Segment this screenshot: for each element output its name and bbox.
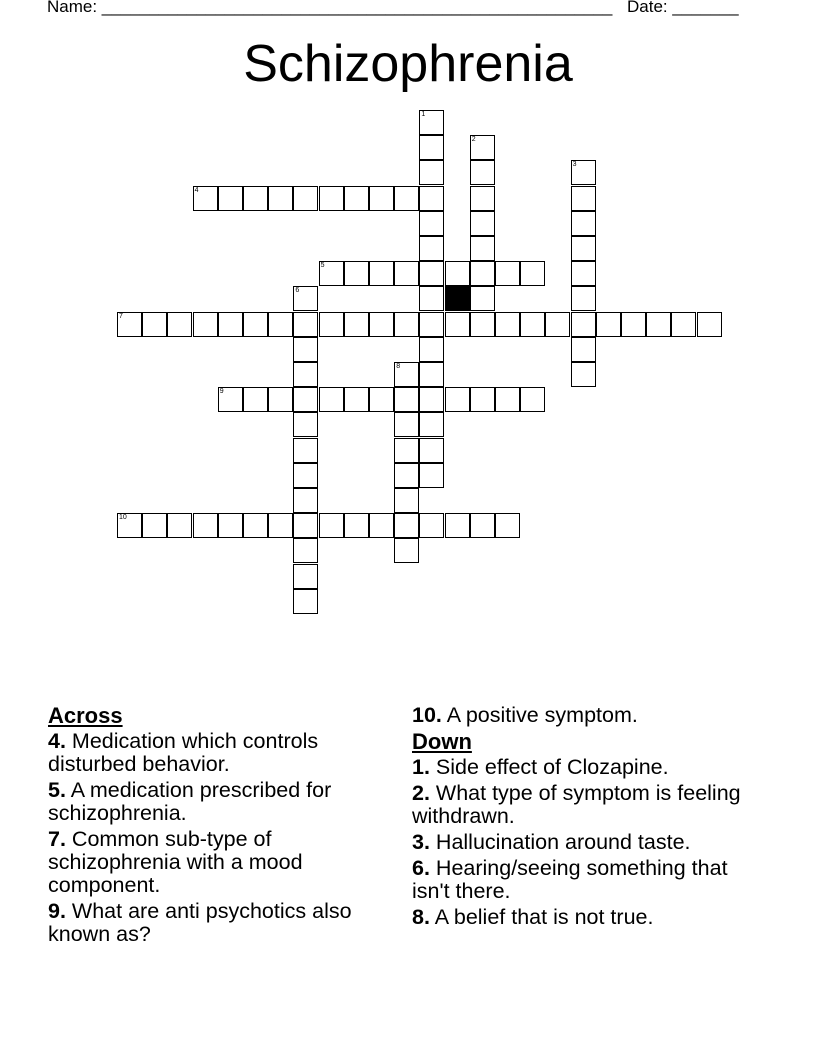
grid-cell[interactable] — [369, 312, 394, 337]
grid-cell[interactable] — [319, 261, 344, 286]
grid-cell[interactable] — [319, 312, 344, 337]
clue-across-9 — [48, 900, 383, 946]
grid-cell[interactable] — [520, 312, 545, 337]
grid-cell[interactable] — [218, 186, 243, 211]
cell-number: 7 — [119, 312, 123, 320]
clue-text: A positive symptom. — [446, 703, 638, 727]
grid-cell[interactable] — [571, 261, 596, 286]
grid-cell[interactable] — [293, 387, 318, 412]
clues-column-left — [48, 704, 383, 946]
grid-cell[interactable] — [470, 160, 495, 185]
black-cell — [445, 286, 470, 311]
clue-text: What type of symptom is feeling withdrawn. — [412, 781, 741, 828]
grid-cell[interactable] — [445, 387, 470, 412]
grid-cell[interactable] — [495, 513, 520, 538]
grid-cell[interactable] — [344, 312, 369, 337]
grid-cell[interactable] — [293, 589, 318, 614]
cell-number: 2 — [471, 136, 476, 144]
grid-cell[interactable] — [167, 312, 192, 337]
grid-cell[interactable] — [293, 286, 318, 311]
grid-cell[interactable] — [394, 488, 419, 513]
grid-cell[interactable] — [369, 261, 394, 286]
grid-cell[interactable] — [571, 211, 596, 236]
grid-cell[interactable] — [470, 135, 495, 160]
grid-cell[interactable] — [293, 412, 318, 437]
grid-cell[interactable] — [419, 463, 444, 488]
grid-cell[interactable] — [293, 538, 318, 563]
grid-cell[interactable] — [293, 513, 318, 538]
cell-number: 5 — [320, 262, 325, 270]
cell-number: 3 — [572, 161, 577, 169]
clue-number: 10. — [412, 703, 442, 727]
grid-cell[interactable] — [344, 186, 369, 211]
grid-cell[interactable] — [571, 236, 596, 261]
grid-cell[interactable] — [419, 160, 444, 185]
clue-across-5 — [48, 779, 383, 825]
grid-cell[interactable] — [419, 438, 444, 463]
grid-cell[interactable] — [445, 513, 470, 538]
grid-cell[interactable] — [419, 312, 444, 337]
grid-cell[interactable] — [419, 236, 444, 261]
across-heading: Across — [48, 703, 123, 728]
grid-cell[interactable] — [470, 286, 495, 311]
grid-cell[interactable] — [218, 312, 243, 337]
grid-cell[interactable] — [419, 110, 444, 135]
clue-down-3 — [412, 831, 752, 854]
grid-cell[interactable] — [394, 463, 419, 488]
grid-cell[interactable] — [470, 261, 495, 286]
grid-cell[interactable] — [419, 337, 444, 362]
clue-number: 4. — [48, 729, 66, 753]
grid-cell[interactable] — [394, 186, 419, 211]
grid-cell[interactable] — [470, 211, 495, 236]
grid-cell[interactable] — [419, 135, 444, 160]
grid-cell[interactable] — [293, 488, 318, 513]
cell-number: 8 — [396, 363, 401, 370]
clue-text: Hallucination around taste. — [435, 830, 691, 854]
clue-text: What are anti psychotics also known as? — [48, 899, 352, 946]
grid-cell[interactable] — [571, 312, 596, 337]
cell-number: 1 — [421, 111, 426, 118]
grid-cell[interactable] — [394, 538, 419, 563]
grid-cell[interactable] — [193, 186, 218, 211]
cell-number: 6 — [295, 287, 300, 295]
grid-cell[interactable] — [697, 312, 722, 337]
grid-cell[interactable] — [293, 438, 318, 463]
grid-cell[interactable] — [268, 312, 293, 337]
cell-number: 4 — [194, 186, 199, 194]
clue-number: 5. — [48, 778, 66, 802]
grid-cell[interactable] — [520, 261, 545, 286]
grid-cell[interactable] — [369, 186, 394, 211]
grid-cell[interactable] — [419, 362, 444, 387]
clue-number: 9. — [48, 899, 66, 923]
grid-cell[interactable] — [571, 286, 596, 311]
grid-cell[interactable] — [571, 362, 596, 387]
grid-cell[interactable] — [495, 387, 520, 412]
grid-cell[interactable] — [293, 312, 318, 337]
grid-cell[interactable] — [419, 412, 444, 437]
grid-cell[interactable] — [218, 513, 243, 538]
clue-across-10 — [412, 704, 752, 727]
clue-across-7 — [48, 828, 383, 897]
clue-number: 3. — [412, 830, 430, 854]
clue-text: A medication prescribed for schizophrenia. — [48, 778, 332, 825]
grid-cell[interactable] — [268, 513, 293, 538]
clue-number: 2. — [412, 781, 430, 805]
clue-number: 7. — [48, 827, 66, 851]
grid-cell[interactable] — [671, 312, 696, 337]
grid-cell[interactable] — [344, 387, 369, 412]
grid-cell[interactable] — [193, 513, 218, 538]
grid-cell[interactable] — [419, 186, 444, 211]
grid-cell[interactable] — [394, 412, 419, 437]
grid-cell[interactable] — [243, 387, 268, 412]
grid-cell[interactable] — [344, 261, 369, 286]
grid-cell[interactable] — [394, 362, 419, 387]
clue-text: A belief that is not true. — [434, 905, 654, 929]
grid-cell[interactable] — [445, 261, 470, 286]
clue-down-2 — [412, 782, 752, 828]
clue-down-6 — [412, 857, 752, 903]
grid-cell[interactable] — [117, 312, 142, 337]
grid-cell[interactable] — [319, 186, 344, 211]
grid-cell[interactable] — [596, 312, 621, 337]
grid-cell[interactable] — [394, 261, 419, 286]
grid-cell[interactable] — [470, 236, 495, 261]
grid-cell[interactable] — [571, 337, 596, 362]
grid-cell[interactable] — [419, 387, 444, 412]
date-field[interactable]: Date: _______ — [627, 0, 739, 16]
grid-cell[interactable] — [293, 362, 318, 387]
grid-cell[interactable] — [193, 312, 218, 337]
grid-cell[interactable] — [117, 513, 142, 538]
grid-cell[interactable] — [319, 387, 344, 412]
name-field[interactable]: Name: ______________________________________________________ — [47, 0, 613, 16]
grid-cell[interactable] — [293, 463, 318, 488]
clue-number: 6. — [412, 856, 430, 880]
clue-down-1 — [412, 756, 752, 779]
grid-cell[interactable] — [167, 513, 192, 538]
grid-cell[interactable] — [369, 513, 394, 538]
grid-cell[interactable] — [394, 312, 419, 337]
cell-number: 10 — [119, 514, 127, 522]
clue-number: 8. — [412, 905, 430, 929]
clue-down-8 — [412, 906, 752, 929]
down-heading: Down — [412, 729, 472, 754]
grid-cell[interactable] — [470, 186, 495, 211]
grid-cell[interactable] — [344, 513, 369, 538]
grid-cell[interactable] — [545, 312, 570, 337]
grid-cell[interactable] — [394, 513, 419, 538]
grid-cell[interactable] — [419, 286, 444, 311]
grid-cell[interactable] — [268, 387, 293, 412]
page-title: Schizophrenia — [243, 35, 573, 93]
grid-cell[interactable] — [470, 312, 495, 337]
grid-cell[interactable] — [293, 564, 318, 589]
grid-cell[interactable] — [268, 186, 293, 211]
grid-cell[interactable] — [470, 387, 495, 412]
grid-cell[interactable] — [243, 513, 268, 538]
grid-cell[interactable] — [243, 186, 268, 211]
grid-cell[interactable] — [419, 261, 444, 286]
grid-cell[interactable] — [495, 312, 520, 337]
grid-cell[interactable] — [319, 513, 344, 538]
grid-cell[interactable] — [621, 312, 646, 337]
grid-cell[interactable] — [142, 312, 167, 337]
clue-text: Common sub-type of schizophrenia with a mood component. — [48, 827, 303, 897]
grid-cell[interactable] — [369, 387, 394, 412]
grid-cell[interactable] — [394, 438, 419, 463]
grid-cell[interactable] — [243, 312, 268, 337]
grid-cell[interactable] — [394, 387, 419, 412]
grid-cell[interactable] — [571, 160, 596, 185]
clue-number: 1. — [412, 755, 430, 779]
grid-cell[interactable] — [520, 387, 545, 412]
grid-cell[interactable] — [571, 186, 596, 211]
clue-text: Hearing/seeing something that isn't there. — [412, 856, 728, 903]
clue-across-4 — [48, 730, 383, 776]
clue-text: Medication which controls disturbed behavior. — [48, 729, 319, 776]
clue-text: Side effect of Clozapine. — [435, 755, 669, 779]
grid-cell[interactable] — [293, 337, 318, 362]
grid-cell[interactable] — [495, 261, 520, 286]
cell-number: 9 — [219, 388, 224, 396]
grid-cell[interactable] — [142, 513, 167, 538]
grid-cell[interactable] — [419, 211, 444, 236]
grid-cell[interactable] — [293, 186, 318, 211]
grid-cell[interactable] — [218, 387, 243, 412]
grid-cell[interactable] — [419, 513, 444, 538]
grid-cell[interactable] — [445, 312, 470, 337]
grid-cell[interactable] — [646, 312, 671, 337]
clues-column-right — [412, 704, 752, 929]
grid-cell[interactable] — [470, 513, 495, 538]
